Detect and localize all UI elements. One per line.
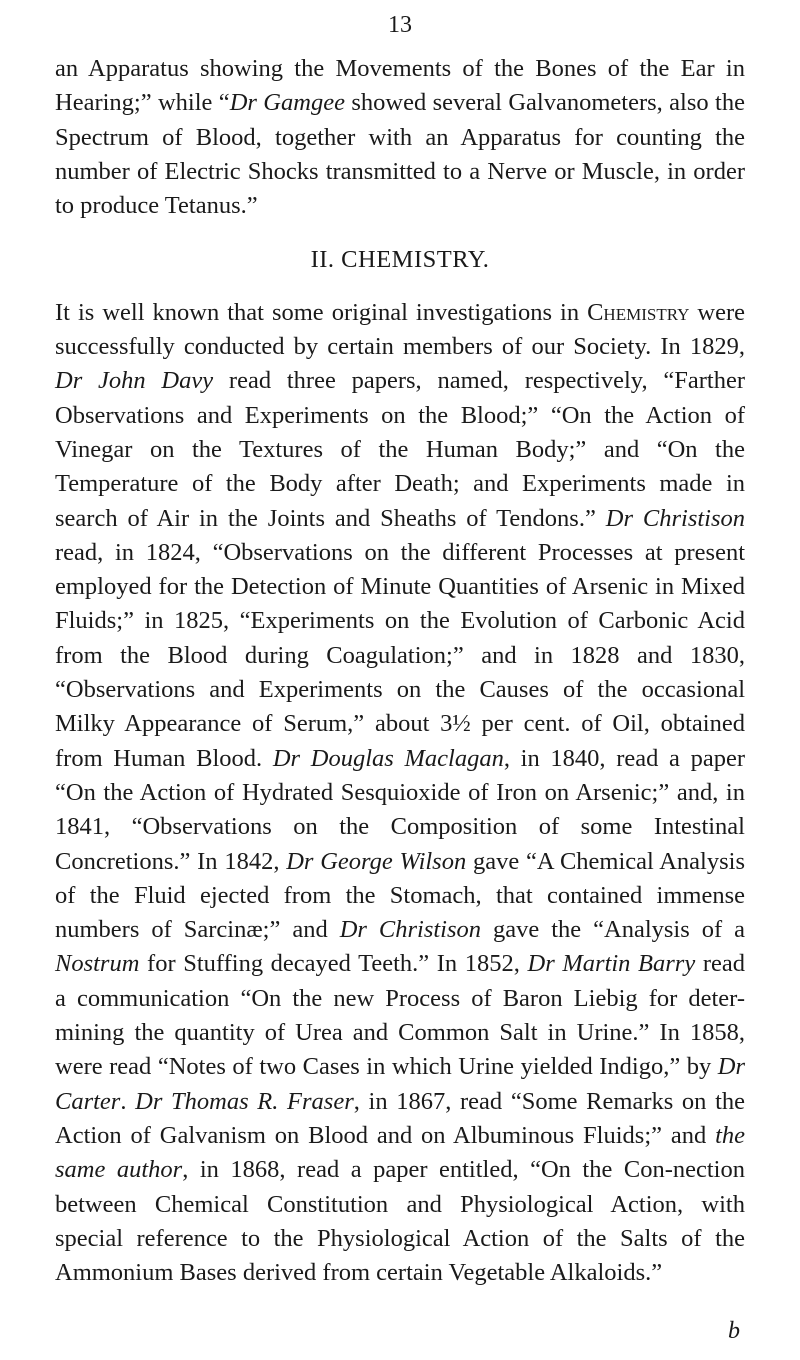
text-run: , in 1840, read a paper “On the Action of Hydrated Sesquioxide of Iron on Arsenic;” and, in 1841, “Observations on the Composition of some Intestinal Concretions.” In 1842, bbox=[55, 744, 746, 875]
body-text bbox=[55, 52, 745, 1290]
paragraph-chemistry bbox=[55, 296, 745, 1291]
person-name: Dr Thomas R. Fraser bbox=[135, 1087, 354, 1115]
person-name: Dr Martin Barry bbox=[527, 950, 696, 978]
person-name: Dr Douglas Maclagan bbox=[272, 744, 504, 772]
italic-term: Nostrum bbox=[55, 950, 140, 978]
person-name: Dr Gamgee bbox=[229, 89, 345, 117]
text-run: were successfully conducted by certain members of our Society. In 1829, bbox=[55, 298, 746, 361]
text-run: showed several Galvanometers, also the Spectrum of Blood, together with an Apparatus for counting the number of Electric Shocks transmitted to a Nerve or Muscle, in order to produce Tetanus.” bbox=[55, 89, 745, 220]
paragraph-apparatus bbox=[55, 52, 745, 223]
text-run: read, in 1824, “Observations on the different Processes at present employed for the Detection of Minute Quantities of Arsenic in Mixed Fluids;” in 1825, “Experiments on the Evolution of Carbonic Acid from the Blood during Coagulation;” and in 1828 and 1830, “Observations and Experiments on the Causes of the occasional Milky Appearance of Serum,” about 3½ per cent. of Oil, obtained from Human Blood. bbox=[55, 538, 745, 772]
text-run: gave the “Analysis of a bbox=[481, 916, 745, 944]
text-run: an Apparatus showing the Movements of the Bones of the Ear in Hearing;” while “ bbox=[55, 55, 745, 117]
page-number: 13 bbox=[388, 12, 412, 38]
signature-mark: b bbox=[728, 1318, 740, 1344]
italic-term: the same author bbox=[55, 1121, 745, 1184]
text-run: , in 1868, read a paper entitled, “On the Con-nection between Chemical Constitution and Physiological Action, with special reference to the Physiological Action of the Salts of the Ammonium Bases derived from certain Vegetable Alkaloids.” bbox=[55, 1156, 745, 1287]
person-name: Dr George Wilson bbox=[286, 847, 467, 875]
text-run: for Stuffing decayed Teeth.” In 1852, bbox=[139, 950, 528, 978]
person-name: Dr Christison bbox=[605, 504, 746, 532]
person-name: Dr John Davy bbox=[55, 367, 214, 395]
small-caps-term: Chemistry bbox=[587, 298, 690, 326]
person-name: Dr Carter bbox=[55, 1053, 745, 1115]
text-run: read a communication “On the new Process of Baron Liebig for deter-mining the quantity of Urea and Common Salt in Urine.” In 1858, were read “Notes of two Cases in which Urine yielded Indigo,” by bbox=[55, 950, 745, 1081]
section-heading: II. CHEMISTRY. bbox=[310, 246, 490, 274]
text-run: read three papers, named, respectively, “Farther Observations and Experiments on the Blood;” “On the Action of Vinegar on the Textures of the Human Body;” and “On the Temperature of the Body after Death; and Experiments made in search of Air in the Joints and Sheaths of Tendons.” bbox=[55, 367, 745, 532]
text-run: It is well known that some original investigations in bbox=[55, 298, 588, 326]
person-name: Dr Christison bbox=[339, 916, 482, 944]
text-run: , in 1867, read “Some Remarks on the Action of Galvanism on Blood and on Albuminous Fluids;” and bbox=[55, 1087, 746, 1149]
text-run: gave “A Chemical Analysis of the Fluid ejected from the Stomach, that contained immense numbers of Sarcinæ;” and bbox=[55, 847, 745, 944]
text-run: . bbox=[120, 1087, 136, 1115]
